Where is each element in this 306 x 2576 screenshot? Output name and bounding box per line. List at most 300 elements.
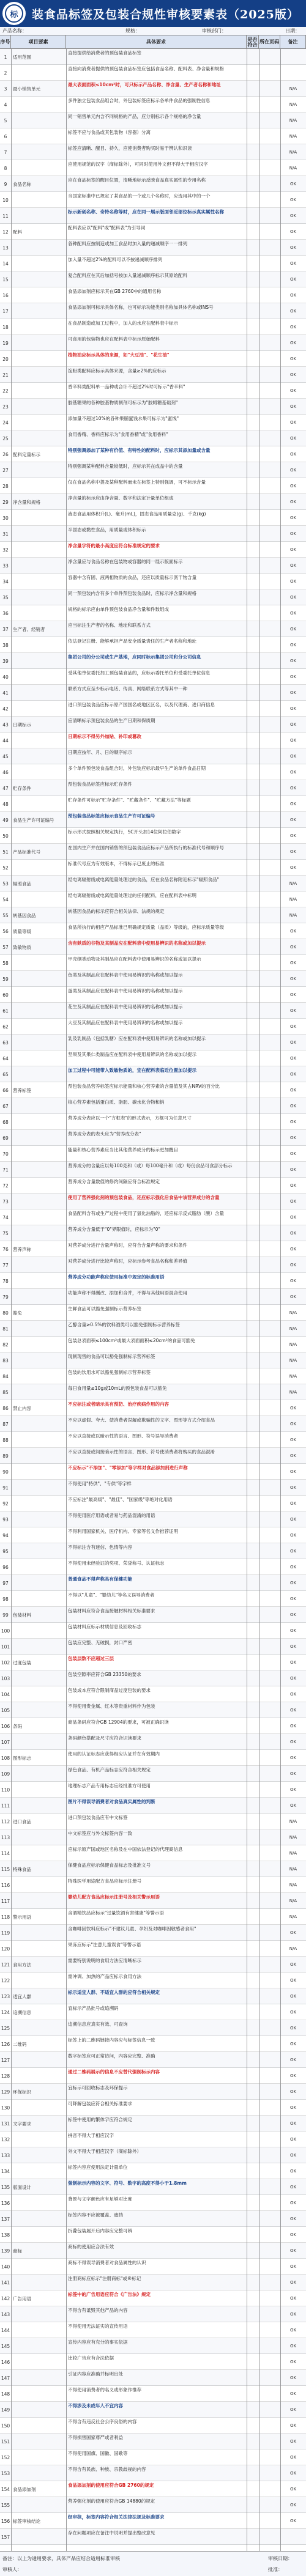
row-note: OK <box>289 340 297 345</box>
row-note: OK <box>289 2264 297 2269</box>
row-number: 24 <box>2 419 9 426</box>
row-requirement: 在食品制造或加工过程中，加入的水应在配料表中标示 <box>68 320 178 326</box>
row-category <box>11 2147 66 2163</box>
row-note: N/A <box>289 165 297 171</box>
table-row <box>0 1527 306 1543</box>
row-category <box>11 1639 66 1655</box>
row-note: N/A <box>289 1898 297 1903</box>
row-category <box>11 113 66 128</box>
row-compliant-cell <box>247 303 259 319</box>
row-page-cell <box>259 923 280 939</box>
row-compliant-cell <box>247 399 259 415</box>
row-requirement: 营养强化剂的使用应符合GB 14880的规定 <box>68 2498 155 2504</box>
row-requirement: 转基因食品的标示应符合相关法律、法规的规定 <box>68 909 165 914</box>
row-page-cell <box>259 2465 280 2481</box>
table-header <box>0 35 306 49</box>
row-note: OK <box>289 1755 297 1760</box>
table-row <box>0 2036 306 2052</box>
row-note: OK <box>289 722 297 727</box>
table-row <box>0 49 306 65</box>
row-compliant-cell <box>247 2402 259 2418</box>
row-requirement: 受其他单位委托加工预包装食品的，应标示委托单位和受委托单位信息 <box>68 670 211 676</box>
row-category <box>11 271 66 287</box>
row-note: OK <box>289 1930 297 1935</box>
row-note: OK <box>289 1039 297 1045</box>
row-number: 19 <box>2 340 9 346</box>
row-note: OK <box>289 2009 297 2015</box>
row-requirement: 植物油应标示具体的来源，如"大豆油"、"花生油" <box>68 352 170 358</box>
row-category <box>11 1782 66 1798</box>
row-requirement: 追溯信息应真实有效、可查询 <box>68 2021 128 2027</box>
row-note: OK <box>289 578 297 584</box>
row-requirement: 生鲜食品可以豁免强制标示营养标签 <box>68 1306 141 1312</box>
row-page-cell <box>259 335 280 351</box>
row-number: 36 <box>2 610 9 616</box>
row-category <box>11 1527 66 1543</box>
row-requirement: 胶基糖果的各种胶基物质制剂可标示为"胶姆糖基础剂" <box>68 400 178 405</box>
row-note: OK <box>289 626 297 632</box>
table-row <box>0 1321 306 1337</box>
row-compliant-cell <box>247 1448 259 1464</box>
row-requirement: 注册商标应标示"注册商标"或®标记 <box>68 2276 141 2281</box>
row-note: OK <box>289 1580 297 1585</box>
row-number: 6 <box>4 133 7 139</box>
row-number: 44 <box>2 737 9 744</box>
table-row <box>0 796 306 812</box>
row-page-cell <box>259 1432 280 1448</box>
row-category: 豁免 <box>13 1310 22 1316</box>
row-compliant-cell <box>247 1527 259 1543</box>
row-compliant-cell <box>247 176 259 192</box>
row-category <box>11 1702 66 1718</box>
row-note: OK <box>289 1993 297 1999</box>
row-note: OK <box>289 944 297 950</box>
row-requirement: 核心营养素包括蛋白质、脂肪、碳水化合物和钠 <box>68 1099 165 1105</box>
reviewer-label: 审核人： <box>2 2567 22 2572</box>
row-category <box>11 2020 66 2036</box>
row-compliant-cell <box>247 1702 259 1718</box>
row-compliant-cell <box>247 1909 259 1925</box>
row-category <box>11 1257 66 1273</box>
row-category <box>11 2275 66 2290</box>
row-compliant-cell <box>247 1877 259 1893</box>
table-row <box>0 1670 306 1686</box>
row-note: OK <box>289 833 297 838</box>
row-note: OK <box>289 1628 297 1633</box>
row-page-cell <box>259 685 280 701</box>
row-number: 89 <box>2 1453 9 1459</box>
row-page-cell <box>259 2116 280 2131</box>
row-page-cell <box>259 1559 280 1575</box>
row-compliant-cell <box>247 2513 259 2529</box>
row-category <box>11 2529 66 2545</box>
row-compliant-cell <box>247 1750 259 1766</box>
row-page-cell <box>259 224 280 240</box>
row-category <box>11 1829 66 1845</box>
row-note <box>280 2529 306 2545</box>
row-requirement: 通过二维码展示的信息不应替代强制标示内容 <box>68 2069 160 2075</box>
row-number: 91 <box>2 1485 9 1491</box>
logo-text: 标 <box>5 4 23 23</box>
row-note: OK <box>289 1198 297 1204</box>
row-requirement: 标示适宜人群、不适宜人群的应符合相关规定 <box>68 1990 160 1995</box>
row-category <box>11 1798 66 1814</box>
table-row <box>0 2386 306 2402</box>
row-requirement: 背景与文字颜色应有足够对比度 <box>68 2196 132 2202</box>
row-page-cell <box>259 653 280 669</box>
row-requirement: 使用的认证标志应获得相应认证并在有效期内 <box>68 1751 160 1757</box>
row-page-cell <box>259 1416 280 1432</box>
row-note: N/A <box>289 1866 297 1872</box>
row-requirement: 包装成本应符合限制商品过度包装的要求 <box>68 1688 151 1693</box>
row-number: 14 <box>2 260 9 267</box>
row-note: OK <box>289 2359 297 2364</box>
row-number: 5 <box>4 117 7 124</box>
row-page-cell <box>259 1209 280 1225</box>
row-compliant-cell <box>247 1480 259 1496</box>
row-category <box>11 1035 66 1050</box>
table-row <box>0 1432 306 1448</box>
row-page-cell <box>259 1575 280 1591</box>
row-note: OK <box>289 674 297 679</box>
row-requirement: 比较广告应有合法依据 <box>68 2355 114 2361</box>
table-row <box>0 430 306 446</box>
row-page-cell <box>259 1448 280 1464</box>
row-requirement: 宣传内容应有充分的事实依据 <box>68 2339 128 2345</box>
row-requirement: 添加量不超过10%的各种果脯蜜饯水果可标示为"蜜饯" <box>68 416 179 421</box>
table-row <box>0 558 306 574</box>
table-row <box>0 971 306 987</box>
row-note: OK <box>289 2311 297 2317</box>
row-note: OK <box>289 2391 297 2396</box>
row-compliant-cell <box>247 1670 259 1686</box>
row-number: 123 <box>1 1993 10 1999</box>
row-category <box>11 1877 66 1893</box>
row-number: 136 <box>1 2200 10 2206</box>
row-requirement: 商标不得误导消费者对食品属性的认识 <box>68 2260 146 2265</box>
row-compliant-cell <box>247 1178 259 1194</box>
row-requirement: 直接提供给消费者的预包装食品标签 <box>68 50 141 56</box>
table-row <box>0 1925 306 1941</box>
row-compliant-cell <box>247 2163 259 2179</box>
table-row <box>0 2004 306 2020</box>
table-row <box>0 256 306 271</box>
row-note: N/A <box>289 101 297 107</box>
table-row <box>0 1146 306 1162</box>
row-compliant-cell <box>247 971 259 987</box>
row-number: 106 <box>1 1723 10 1729</box>
row-note: OK <box>289 2041 297 2046</box>
row-category <box>11 2068 66 2084</box>
row-note: OK <box>289 2073 297 2078</box>
row-number: 7 <box>4 149 7 155</box>
row-category <box>11 971 66 987</box>
row-category <box>11 65 66 81</box>
row-category <box>11 1559 66 1575</box>
row-number: 152 <box>1 2454 10 2460</box>
row-category: 文字要求 <box>13 2120 31 2127</box>
table-row <box>0 351 306 367</box>
row-note: OK <box>289 1119 297 1124</box>
header-note: 备注 <box>280 35 306 48</box>
table-row <box>0 2068 306 2084</box>
row-category <box>11 2227 66 2243</box>
row-page-cell <box>259 637 280 653</box>
row-note: OK <box>289 213 297 218</box>
row-number: 45 <box>2 753 9 759</box>
row-page-cell <box>259 2100 280 2116</box>
row-category: 特殊食品 <box>13 1866 31 1872</box>
table-row <box>0 1384 306 1400</box>
row-compliant-cell <box>247 589 259 605</box>
row-requirement: 包装层数不应超过三层 <box>68 1656 114 1661</box>
row-note: OK <box>289 197 297 202</box>
row-compliant-cell <box>247 2116 259 2131</box>
row-note: OK <box>289 2136 297 2142</box>
row-compliant-cell <box>247 1861 259 1877</box>
table-row <box>0 828 306 844</box>
table-row <box>0 1798 306 1814</box>
row-number: 109 <box>1 1771 10 1777</box>
row-requirement: 不得使用贵金属、红木等贵重材料作为包装 <box>68 1703 155 1709</box>
row-requirement: 折叠包装展开后内容应完整可辨 <box>68 2228 132 2234</box>
row-category: 环保标识 <box>13 2089 31 2095</box>
row-note: OK <box>289 1723 297 1729</box>
row-page-cell <box>259 2243 280 2259</box>
row-page-cell <box>259 2036 280 2052</box>
row-note: N/A <box>289 1342 297 1347</box>
row-number: 31 <box>2 531 9 537</box>
row-note: OK <box>289 2168 297 2174</box>
row-category <box>11 860 66 876</box>
row-category <box>11 1670 66 1686</box>
row-requirement: 包装的饮用水可以豁免强制标示营养标签 <box>68 1370 151 1375</box>
row-note: OK <box>289 483 297 489</box>
table-row <box>0 1861 306 1877</box>
row-number: 154 <box>1 2486 10 2492</box>
row-requirement: 不得含有违反社会公序良俗的内容 <box>68 2419 137 2424</box>
row-category <box>11 319 66 335</box>
row-page-cell <box>259 828 280 844</box>
row-category <box>11 367 66 383</box>
row-requirement: 各种配料应按制造或加工食品时加入量的递减顺序一一排列 <box>68 241 187 246</box>
row-note: OK <box>289 2232 297 2237</box>
row-compliant-cell <box>247 1639 259 1655</box>
row-page-cell <box>259 526 280 542</box>
row-note: OK <box>289 1421 297 1426</box>
row-requirement: 应标示原产国或地区名称及在中国依法登记的代理商信息 <box>68 1847 183 1852</box>
row-category <box>11 2402 66 2418</box>
row-category: 适用范围 <box>13 54 31 60</box>
row-requirement: 经审核，标签内容符合相关法律法规及标准要求 <box>68 2514 165 2520</box>
row-requirement: 预包装食品标签应标示贮存条件 <box>68 781 132 787</box>
row-category: 食品名称 <box>13 181 31 187</box>
row-page-cell <box>259 494 280 510</box>
table-row <box>0 605 306 621</box>
row-category <box>11 1146 66 1162</box>
row-number: 26 <box>2 451 9 457</box>
row-category <box>11 240 66 256</box>
row-compliant-cell <box>247 383 259 399</box>
row-compliant-cell <box>247 113 259 128</box>
row-number: 72 <box>2 1183 9 1189</box>
table-row <box>0 891 306 907</box>
row-number: 60 <box>2 992 9 998</box>
row-number: 79 <box>2 1294 9 1300</box>
row-compliant-cell <box>247 1194 259 1209</box>
row-category <box>11 1019 66 1035</box>
row-page-cell <box>259 49 280 65</box>
row-number: 66 <box>2 1087 9 1093</box>
row-page-cell <box>259 2449 280 2465</box>
row-page-cell <box>259 1591 280 1607</box>
row-compliant-cell <box>247 1305 259 1321</box>
row-note: OK <box>289 2200 297 2205</box>
row-requirement: 不得使用无法证实的宣传用语 <box>68 2323 128 2329</box>
row-category <box>11 685 66 701</box>
table-row <box>0 1766 306 1782</box>
row-compliant-cell <box>247 1003 259 1019</box>
row-category: 进口食品 <box>13 1818 31 1825</box>
row-number: 4 <box>4 101 7 108</box>
row-category <box>11 1273 66 1289</box>
row-page-cell <box>259 1639 280 1655</box>
table-row <box>0 1066 306 1082</box>
row-compliant-cell <box>247 2195 259 2211</box>
row-category <box>11 2052 66 2068</box>
row-number: 107 <box>1 1739 10 1745</box>
row-page-cell <box>259 81 280 97</box>
table-row <box>0 1448 306 1464</box>
row-page-cell <box>259 2290 280 2306</box>
row-category <box>11 1686 66 1702</box>
row-note: OK <box>289 849 297 854</box>
row-page-cell <box>259 701 280 717</box>
table-row <box>0 1178 306 1194</box>
row-page-cell <box>259 2402 280 2418</box>
row-category <box>11 955 66 971</box>
row-page-cell <box>259 574 280 589</box>
row-compliant-cell <box>247 876 259 891</box>
row-requirement: 日期标示不得另外加贴、补印或篡改 <box>68 734 141 739</box>
row-note: OK <box>289 1008 297 1013</box>
row-note: OK <box>289 753 297 759</box>
table-row <box>0 2116 306 2131</box>
row-page-cell <box>259 589 280 605</box>
row-compliant-cell <box>247 669 259 685</box>
row-category <box>11 1448 66 1464</box>
row-category <box>11 558 66 574</box>
row-compliant-cell <box>247 1814 259 1829</box>
row-requirement: 数字标签应可正常访问，内容应完整、准确 <box>68 2053 155 2059</box>
row-page-cell <box>259 1973 280 1988</box>
row-category <box>11 2449 66 2465</box>
row-note: OK <box>289 531 297 536</box>
row-requirement: 标签不应与食品或其包装物（容器）分离 <box>68 130 151 135</box>
row-page-cell <box>259 1893 280 1909</box>
row-page-cell <box>259 510 280 526</box>
row-number: 133 <box>1 2152 10 2158</box>
seal-logo-icon <box>2 2 26 25</box>
row-note: OK <box>289 865 297 870</box>
row-category <box>11 2418 66 2434</box>
row-note: OK <box>289 356 297 361</box>
table-row <box>0 1782 306 1798</box>
table-body <box>0 49 306 2551</box>
row-number: 34 <box>2 578 9 585</box>
row-note: N/A <box>289 1373 297 1379</box>
table-row <box>0 685 306 701</box>
row-note: OK <box>289 1516 297 1522</box>
row-page-cell <box>259 2163 280 2179</box>
row-number: 73 <box>2 1198 9 1205</box>
row-page-cell <box>259 1368 280 1384</box>
row-compliant-cell <box>247 128 259 144</box>
table-row <box>0 907 306 923</box>
row-number: 33 <box>2 563 9 569</box>
table-row <box>0 1750 306 1766</box>
row-category: 版面设计 <box>13 2184 31 2190</box>
row-page-cell <box>259 987 280 1003</box>
row-note: OK <box>289 1167 297 1172</box>
row-compliant-cell <box>247 192 259 208</box>
row-compliant-cell <box>247 733 259 748</box>
table-row <box>0 844 306 860</box>
table-row <box>0 764 306 780</box>
table-row <box>0 1814 306 1829</box>
row-requirement: 依法登记注册、能够承担产品安全质量责任的生产者名称和地址 <box>68 638 196 644</box>
row-requirement: 功能声称不得删改、添加和合并，不得与其他用语混合使用 <box>68 1290 187 1296</box>
row-compliant-cell <box>247 1623 259 1639</box>
row-requirement: 特别强调某种配料含量较低时，应标示其在成品中的含量 <box>68 463 183 469</box>
row-requirement: 当国家标准中已规定了某食品的一个或几个名称时，应选用其中的一个 <box>68 193 211 199</box>
row-requirement: 引证内容应准确并标明出处 <box>68 2371 123 2377</box>
row-category: 最小销售单元 <box>13 86 40 92</box>
row-category <box>11 669 66 685</box>
table-row <box>0 478 306 494</box>
row-compliant-cell <box>247 1400 259 1416</box>
row-category <box>11 701 66 717</box>
table-row <box>0 1257 306 1273</box>
row-requirement: 不得使用医疗用语或者易与药品混淆的用语 <box>68 1513 155 1518</box>
row-number: 71 <box>2 1167 9 1173</box>
row-compliant-cell <box>247 748 259 764</box>
row-compliant-cell <box>247 1845 259 1861</box>
row-note: OK <box>289 2407 297 2412</box>
row-number: 130 <box>1 2105 10 2111</box>
row-requirement: 乙醇含量≥0.5%的饮料酒类可以豁免强制标示营养标签 <box>68 1322 180 1327</box>
row-note: OK <box>289 1803 297 1808</box>
row-page-cell <box>259 1384 280 1400</box>
row-page-cell <box>259 113 280 128</box>
row-number: 63 <box>2 1039 9 1046</box>
row-page-cell <box>259 1305 280 1321</box>
row-compliant-cell <box>247 526 259 542</box>
row-page-cell <box>259 2259 280 2275</box>
row-number: 29 <box>2 499 9 505</box>
row-category <box>11 1464 66 1480</box>
table-row <box>0 494 306 510</box>
row-requirement: 外文不得大于相应汉字（商标除外） <box>68 2149 141 2154</box>
product-name-label: 产品名称： <box>2 28 27 34</box>
row-number: 116 <box>1 1882 10 1888</box>
row-note: OK <box>289 181 297 186</box>
row-category: 日期标示 <box>13 722 31 728</box>
row-compliant-cell <box>247 1559 259 1575</box>
row-page-cell <box>259 1035 280 1050</box>
row-requirement: 对营养成分进行比较声称时，应标示参考食品名称和差异值 <box>68 1258 187 1264</box>
table-row <box>0 2481 306 2497</box>
